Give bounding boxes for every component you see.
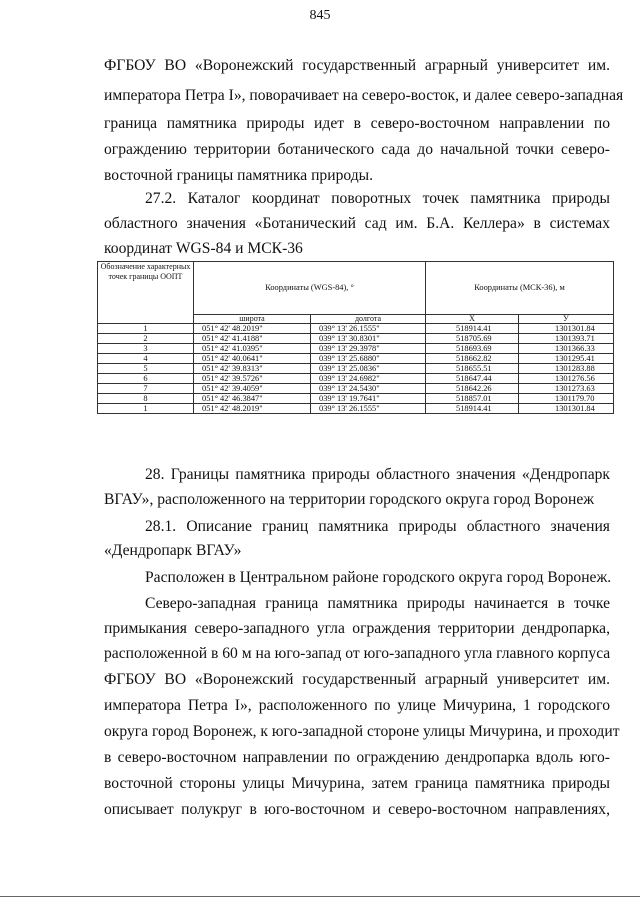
cell-x: 518914.41 bbox=[426, 404, 519, 414]
text-line: в северо-восточном направлении по ограждению дендропарка вдоль юго- bbox=[104, 749, 610, 766]
text-line: описывает полукруг в юго-восточном и северо-восточном направлениях, bbox=[104, 801, 610, 818]
text-line: граница памятника природы идет в северо-восточном направлении по bbox=[104, 115, 610, 132]
cell-point: 1 bbox=[98, 324, 194, 334]
cell-x: 518693.69 bbox=[426, 344, 519, 354]
cell-y: 1301283.88 bbox=[519, 364, 614, 374]
cell-lat: 051° 42' 39.5726" bbox=[194, 374, 311, 384]
cell-lat: 051° 42' 48.2019" bbox=[194, 404, 311, 414]
cell-lat: 051° 42' 41.0395" bbox=[194, 344, 311, 354]
cell-lon: 039° 13' 26.1555" bbox=[311, 404, 426, 414]
text-line: императора Петра I», расположенного по улице Мичурина, 1 городского bbox=[104, 697, 610, 714]
cell-lat: 051° 42' 40.0641" bbox=[194, 354, 311, 364]
header-lon: долгота bbox=[311, 315, 426, 324]
location-line: Расположен в Центральном районе городского округа город Воронеж. bbox=[145, 569, 612, 586]
cell-lat: 051° 42' 48.2019" bbox=[194, 324, 311, 334]
cell-x: 518662.82 bbox=[426, 354, 519, 364]
cell-x: 518647.44 bbox=[426, 374, 519, 384]
cell-lon: 039° 13' 26.1555" bbox=[311, 324, 426, 334]
cell-lat: 051° 42' 39.4059" bbox=[194, 384, 311, 394]
text-line: округа город Воронеж, к юго-западной стороне улицы Мичурина, и проходит bbox=[104, 723, 620, 740]
text-line: Северо-западная граница памятника природы начинается в точке bbox=[145, 595, 610, 612]
cell-lat: 051° 42' 39.8313" bbox=[194, 364, 311, 374]
page-number: 845 bbox=[309, 8, 331, 23]
cell-point: 1 bbox=[98, 404, 194, 414]
cell-x: 518705.69 bbox=[426, 334, 519, 344]
cell-x: 518914.41 bbox=[426, 324, 519, 334]
cell-lon: 039° 13' 30.8301" bbox=[311, 334, 426, 344]
text-line: ФГБОУ ВО «Воронежский государственный аграрный университет им. bbox=[104, 671, 610, 688]
cell-point: 6 bbox=[98, 374, 194, 384]
cell-point: 5 bbox=[98, 364, 194, 374]
header-wgs: Координаты (WGS-84), ° bbox=[194, 262, 426, 315]
cell-point: 2 bbox=[98, 334, 194, 344]
cell-point: 4 bbox=[98, 354, 194, 364]
cell-point: 3 bbox=[98, 344, 194, 354]
cell-x: 518642.26 bbox=[426, 384, 519, 394]
cell-y: 1301273.63 bbox=[519, 384, 614, 394]
table-row bbox=[98, 344, 614, 354]
text-line: восточной стороны улицы Мичурина, затем граница памятника природы bbox=[104, 775, 610, 792]
header-msk: Координаты (МСК-36), м bbox=[426, 262, 614, 315]
cell-lon: 039° 13' 24.5430" bbox=[311, 384, 426, 394]
text-line: примыкания северо-западного угла ограждения территории дендропарка, bbox=[104, 620, 610, 637]
text-line: расположенной в 60 м на юго-запад от юго-западного угла главного корпуса bbox=[104, 645, 611, 662]
table-row bbox=[98, 404, 614, 414]
table-row bbox=[98, 334, 614, 344]
table-row bbox=[98, 324, 614, 334]
cell-lon: 039° 13' 29.3978" bbox=[311, 344, 426, 354]
cell-y: 1301295.41 bbox=[519, 354, 614, 364]
coordinates-table bbox=[97, 261, 614, 414]
section-heading-28-1: «Дендропарк ВГАУ» bbox=[104, 542, 242, 559]
table-row bbox=[98, 374, 614, 384]
table-row bbox=[98, 394, 614, 404]
cell-lat: 051° 42' 46.3847" bbox=[194, 394, 311, 404]
cell-y: 1301301.84 bbox=[519, 404, 614, 414]
cell-y: 1301276.56 bbox=[519, 374, 614, 384]
scan-edge-line bbox=[0, 896, 640, 897]
section-heading-27-2: координат WGS-84 и МСК-36 bbox=[104, 240, 303, 257]
cell-x: 518655.51 bbox=[426, 364, 519, 374]
header-x: X bbox=[426, 315, 519, 324]
cell-lon: 039° 13' 24.6982" bbox=[311, 374, 426, 384]
text-line: ограждению территории ботанического сада до начальной точки северо- bbox=[104, 141, 610, 158]
cell-lon: 039° 13' 25.0836" bbox=[311, 364, 426, 374]
cell-y: 1301301.84 bbox=[519, 324, 614, 334]
header-point: Обозначение характерных точек границы ООПТ bbox=[98, 262, 194, 324]
header-y: У bbox=[519, 315, 614, 324]
section-heading-28: 28. Границы памятника природы областного значения «Дендропарк bbox=[145, 466, 610, 483]
section-heading-27-2: областного значения «Ботанический сад им. Б.А. Келлера» в системах bbox=[104, 215, 610, 232]
table-row bbox=[98, 384, 614, 394]
section-heading-28-1: 28.1. Описание границ памятника природы областного значения bbox=[145, 518, 610, 535]
section-heading-27-2: 27.2. Каталог координат поворотных точек памятника природы bbox=[145, 190, 610, 207]
cell-point: 8 bbox=[98, 394, 194, 404]
text-line: восточной границы памятника природы. bbox=[104, 167, 374, 184]
section-heading-28: ВГАУ», расположенного на территории городского округа город Воронеж bbox=[104, 491, 595, 508]
header-lat: широта bbox=[194, 315, 311, 324]
text-line: императора Петра I», поворачивает на северо-восток, и далее северо-западная bbox=[104, 87, 624, 104]
cell-y: 1301366.33 bbox=[519, 344, 614, 354]
table-row bbox=[98, 364, 614, 374]
cell-x: 518857.01 bbox=[426, 394, 519, 404]
cell-lat: 051° 42' 41.4188" bbox=[194, 334, 311, 344]
cell-point: 7 bbox=[98, 384, 194, 394]
table-row bbox=[98, 354, 614, 364]
cell-lon: 039° 13' 19.7641" bbox=[311, 394, 426, 404]
cell-y: 1301393.71 bbox=[519, 334, 614, 344]
cell-lon: 039° 13' 25.6880" bbox=[311, 354, 426, 364]
cell-y: 1301179.70 bbox=[519, 394, 614, 404]
text-line: ФГБОУ ВО «Воронежский государственный аграрный университет им. bbox=[104, 57, 610, 74]
